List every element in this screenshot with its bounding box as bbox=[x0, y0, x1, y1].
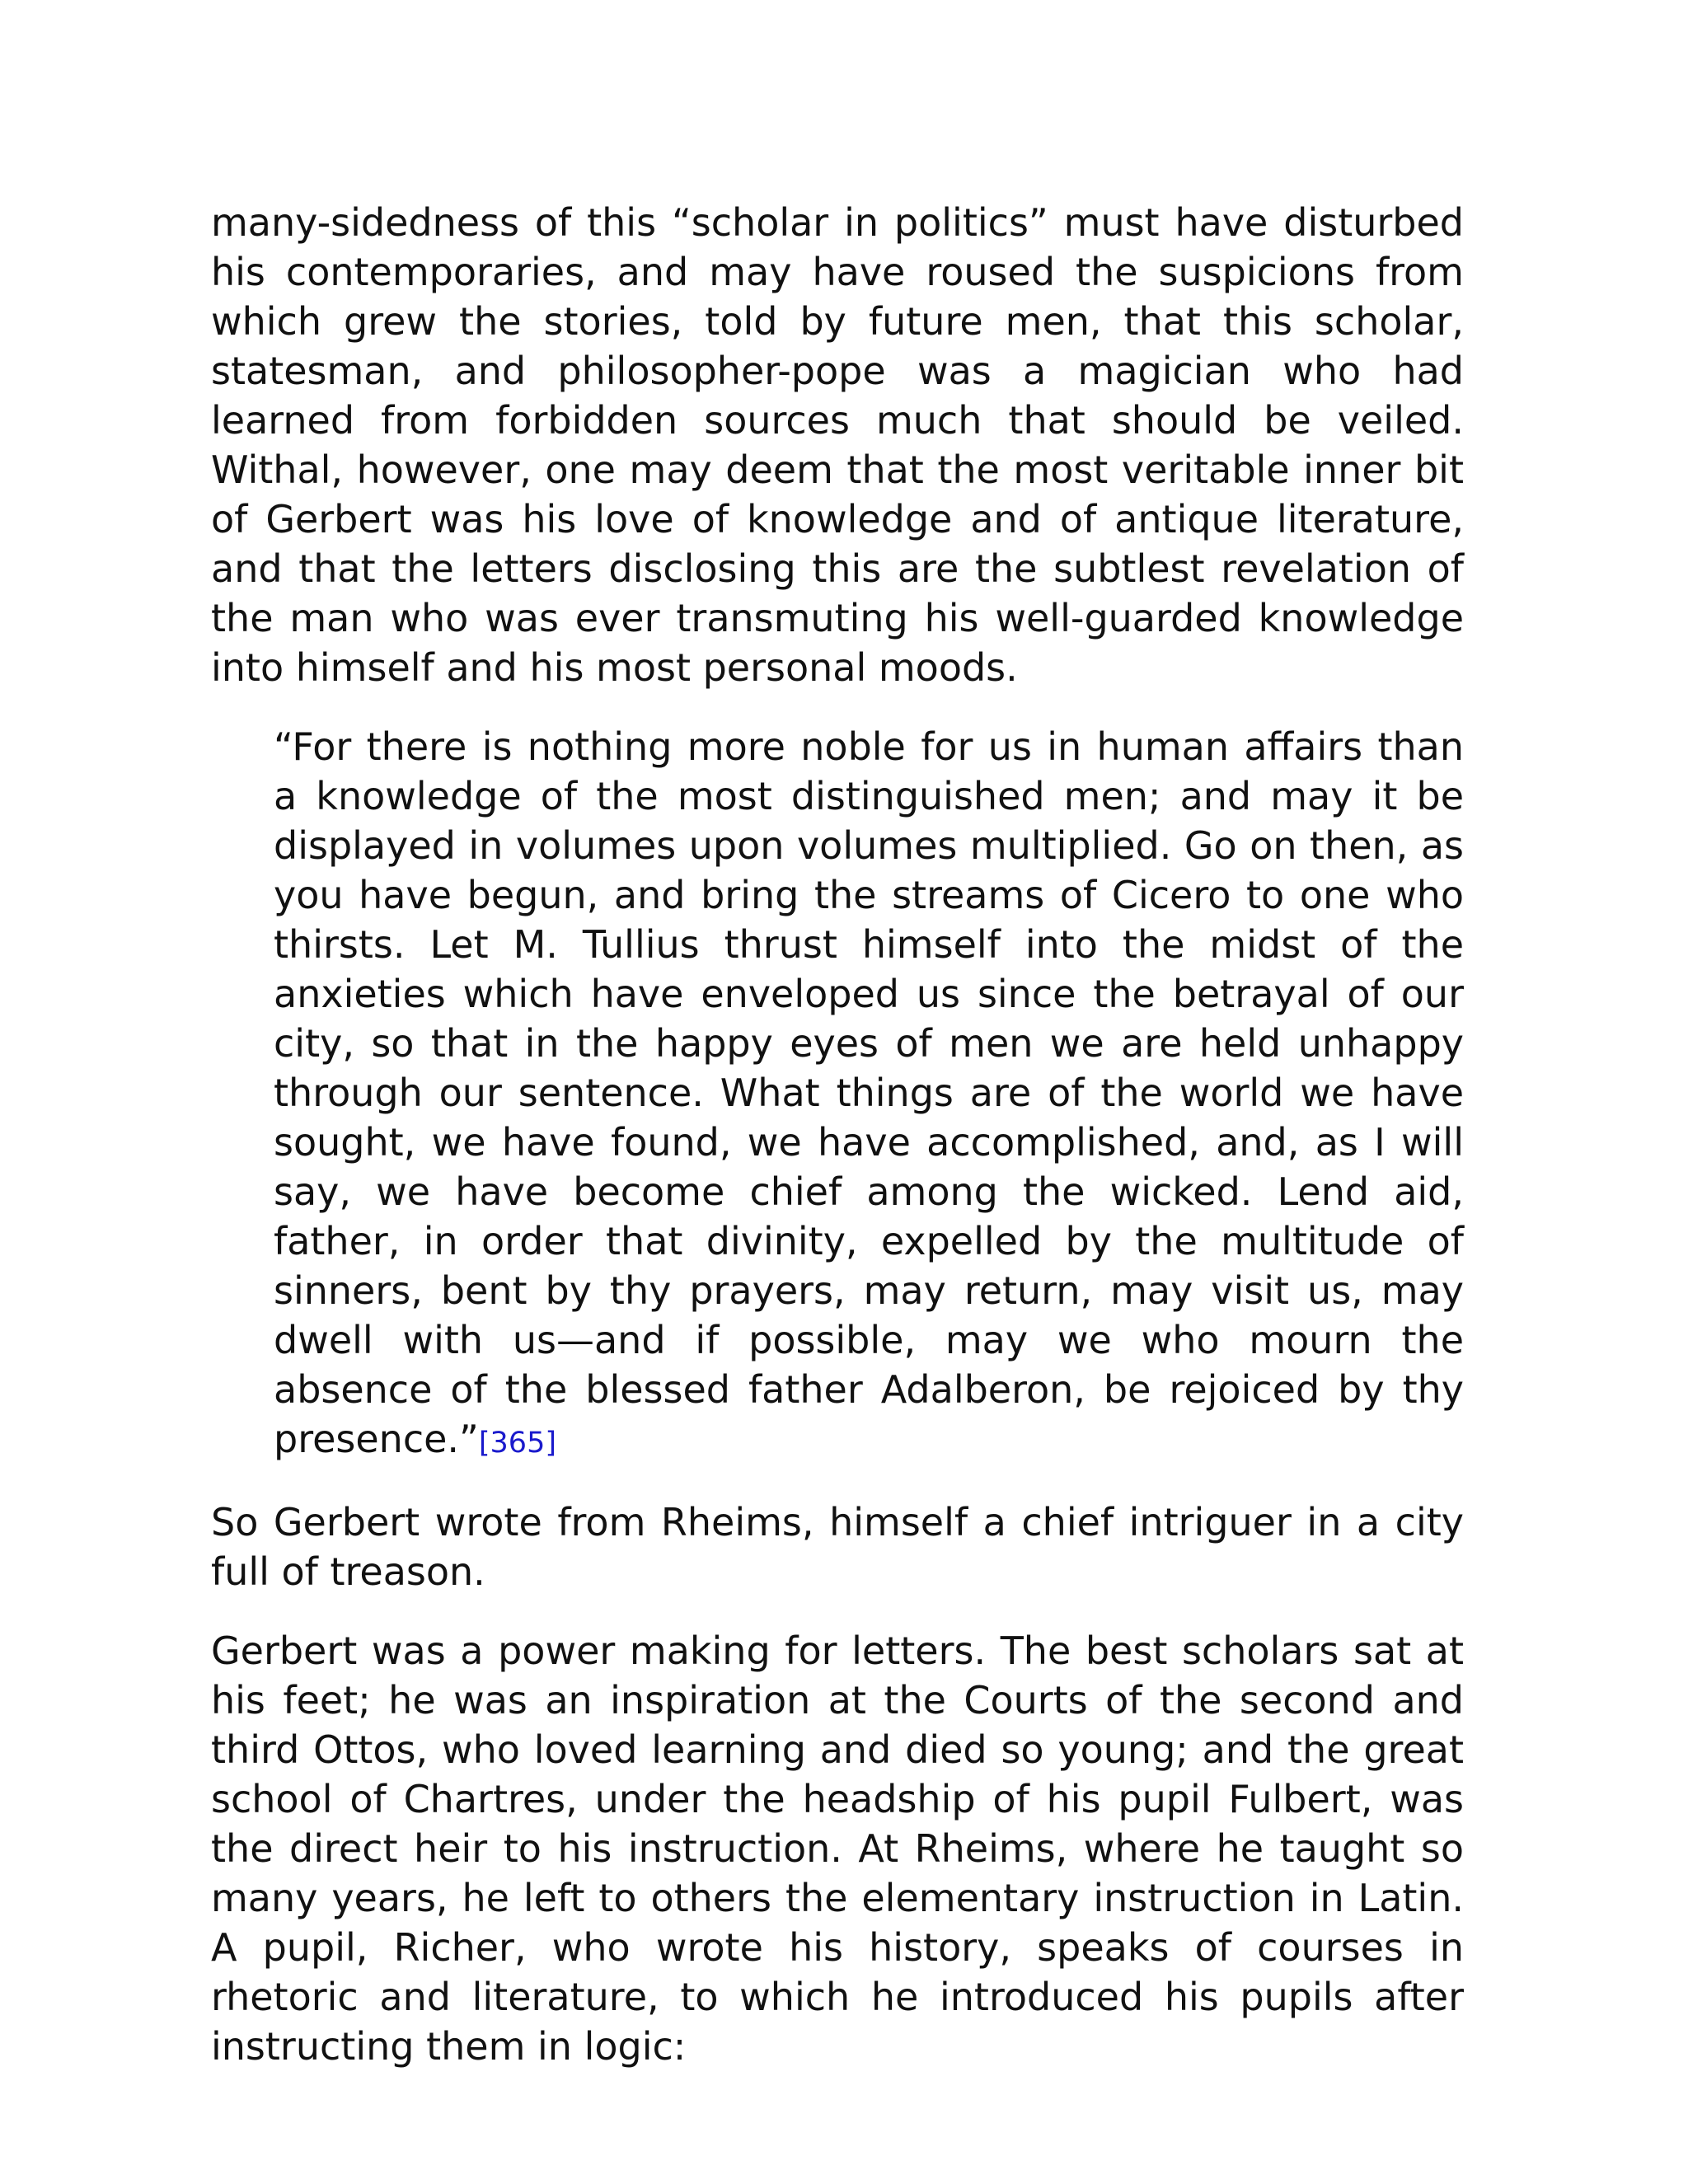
body-paragraph: Gerbert was a power making for letters. The best scholars sat at his feet; he was an inspiration at the Courts of the second and third Ottos, who loved learning and died so young; and the great school of Chartres, under the headship of his pupil Fulbert, was the direct heir to his instruction. At Rheims, where he taught so many years, he left to others the elementary instruction in Latin. A pupil, Richer, who wrote his history, speaks of courses in rhetoric and literature, to which he introduced his pupils after instructing them in logic: bbox=[211, 1629, 1464, 2069]
body-paragraph: many-sidedness of this “scholar in politics” must have disturbed his contemporaries, and may have roused the suspicions from which grew the stories, told by future men, that this scholar, statesman, and philosopher-pope was a magician who had learned from forbidden sources much that should be veiled. Withal, however, one may deem that the most veritable inner bit of Gerbert was his love of knowledge and of antique literature, and that the letters disclosing this are the subtlest revelation of the man who was ever transmuting his well-guarded knowledge into himself and his most personal moods. bbox=[211, 200, 1464, 690]
quote-text: “For there is nothing more noble for us in human affairs than a knowledge of the most distinguished men; and may it be displayed in volumes upon volumes multiplied. Go on then, as you have begun, and bring the streams of Cicero to one who thirsts. Let M. Tullius thrust himself into the midst of the anxieties which have enveloped us since the betrayal of our city, so that in the happy eyes of men we are held unhappy through our sentence. What things are of the world we have sought, we have found, we have accomplished, and, as I will say, we have become chief among the wicked. Lend aid, father, in order that divinity, expelled by the multitude of sinners, bent by thy prayers, may return, may visit us, may dwell with us—and if possible, may we who mourn the absence of the blessed father Adalberon, be rejoiced by thy presence.” bbox=[274, 724, 1464, 1461]
body-paragraph: So Gerbert wrote from Rheims, himself a chief intriguer in a city full of treason. bbox=[211, 1500, 1464, 1594]
block-quote bbox=[274, 722, 1464, 1468]
footnote-link[interactable]: [365] bbox=[478, 1427, 556, 1460]
document-page bbox=[211, 198, 1464, 2101]
